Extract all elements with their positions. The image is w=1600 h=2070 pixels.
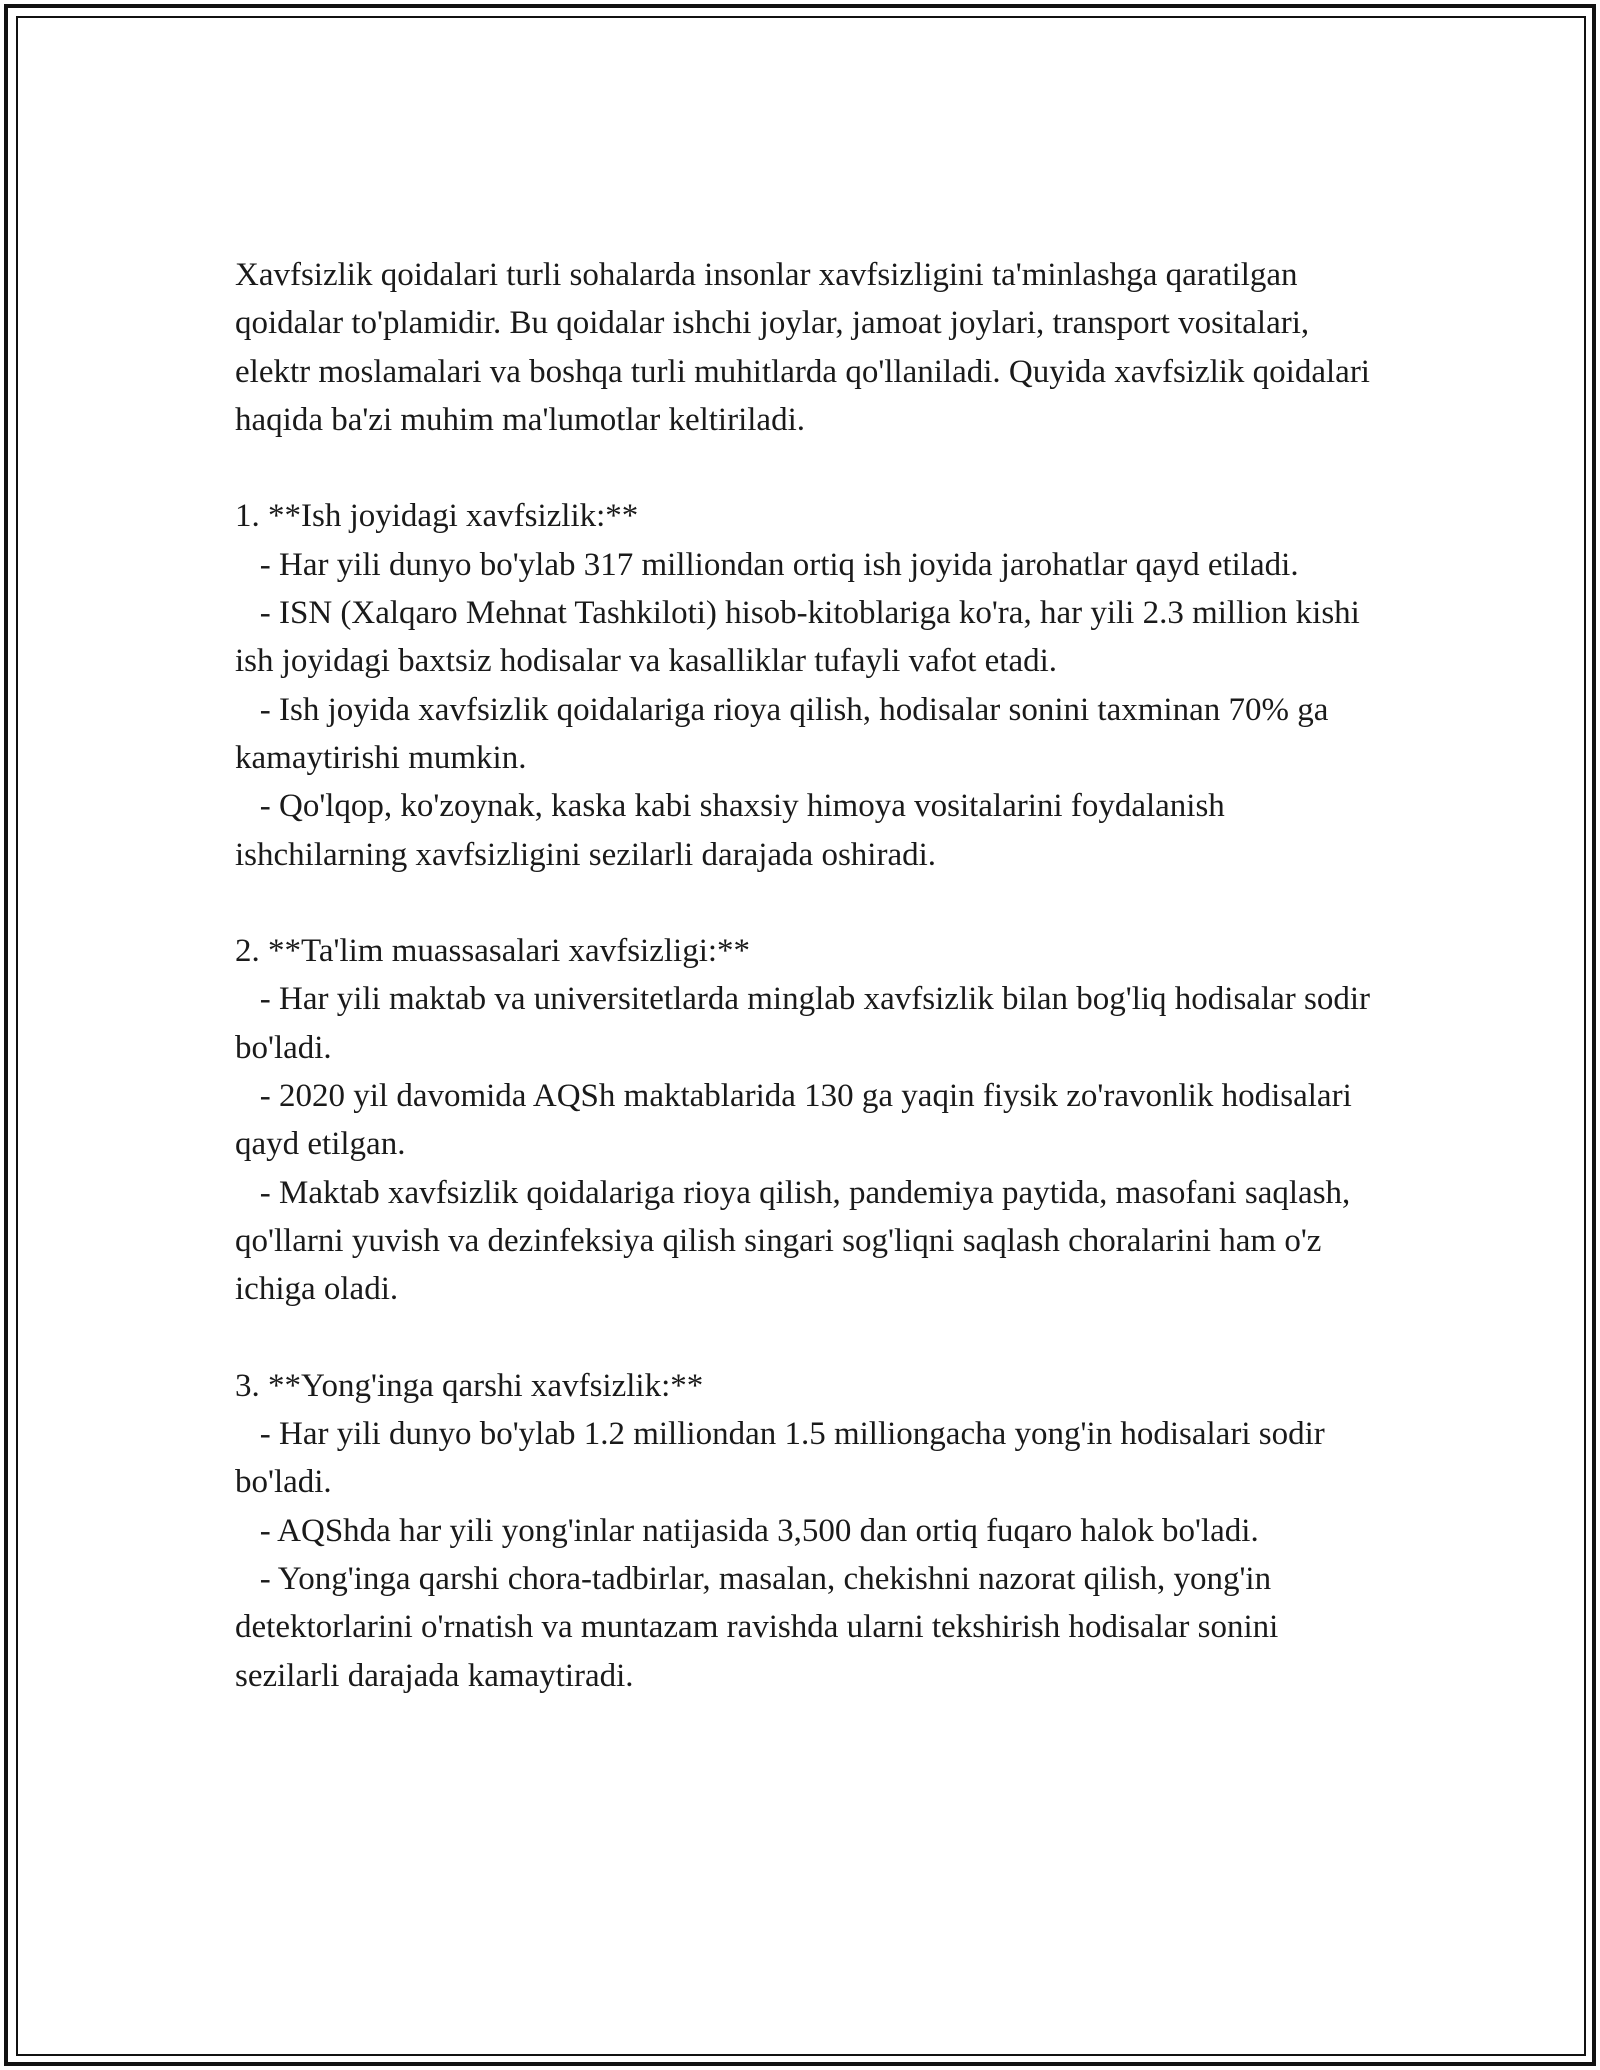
list-item: - Har yili dunyo bo'ylab 317 milliondan ortiq ish joyida jarohatlar qayd etiladi. [259,546,1299,583]
list-item: - Ish joyida xavfsizlik qoidalariga rioya qilish, hodisalar sonini taxminan 70% ga kamaytirishi mumkin. [235,691,1337,776]
list-item: - 2020 yil davomida AQSh maktablarida 130 ga yaqin fiysik zo'ravonlik hodisalari qayd etilgan. [235,1078,1360,1163]
section-title: 2. **Ta'lim muassasalari xavfsizligi:** [235,933,751,970]
list-item: - Har yili maktab va universitetlarda minglab xavfsizlik bilan bog'liq hodisalar sodir bo'ladi. [235,981,1379,1066]
section-education-safety [235,879,1379,1314]
list-item: - ISN (Xalqaro Mehnat Tashkiloti) hisob-kitoblariga ko'ra, har yili 2.3 million kishi ish joyidagi baxtsiz hodisalar va kasalliklar tufayli vafot etadi. [235,595,1369,680]
list-item: - Har yili dunyo bo'ylab 1.2 milliondan 1.5 milliongacha yong'in hodisalari sodir bo'ladi. [235,1416,1333,1501]
intro-paragraph: Xavfsizlik qoidalari turli sohalarda insonlar xavfsizligini ta'minlashga qaratilgan qoidalar to'plamidir. Bu qoidalar ishchi joylar, jamoat joylari, transport vositalari, elektr moslamalari va boshqa turli muhitlarda qo'llaniladi. Quyida xavfsizlik qoidalari haqida ba'zi muhim ma'lumotlar keltiriladi. [235,257,1370,438]
list-item: - Qo'lqop, ko'zoynak, kaska kabi shaxsiy himoya vositalarini foydalanish ishchilarning xavfsizligini sezilarli darajada oshiradi. [235,788,1234,873]
section-workplace-safety [235,444,1375,879]
section-fire-safety [235,1314,1375,1700]
document-body [235,251,1379,1700]
section-title: 1. **Ish joyidagi xavfsizlik:** [235,498,639,535]
list-item: - Maktab xavfsizlik qoidalariga rioya qilish, pandemiya paytida, masofani saqlash, qo'llarni yuvish va dezinfeksiya qilish singari sog'liqni saqlash choralarini ham o'z ichiga oladi. [235,1174,1359,1308]
list-item: - AQShda har yili yong'inlar natijasida 3,500 dan ortiq fuqaro halok bo'ladi. [259,1512,1259,1549]
section-title: 3. **Yong'inga qarshi xavfsizlik:** [235,1367,704,1404]
list-item: - Yong'inga qarshi chora-tadbirlar, masalan, chekishni nazorat qilish, yong'in detektorlarini o'rnatish va muntazam ravishda ularni tekshirish hodisalar sonini sezilarli darajada kamaytiradi. [235,1561,1287,1694]
